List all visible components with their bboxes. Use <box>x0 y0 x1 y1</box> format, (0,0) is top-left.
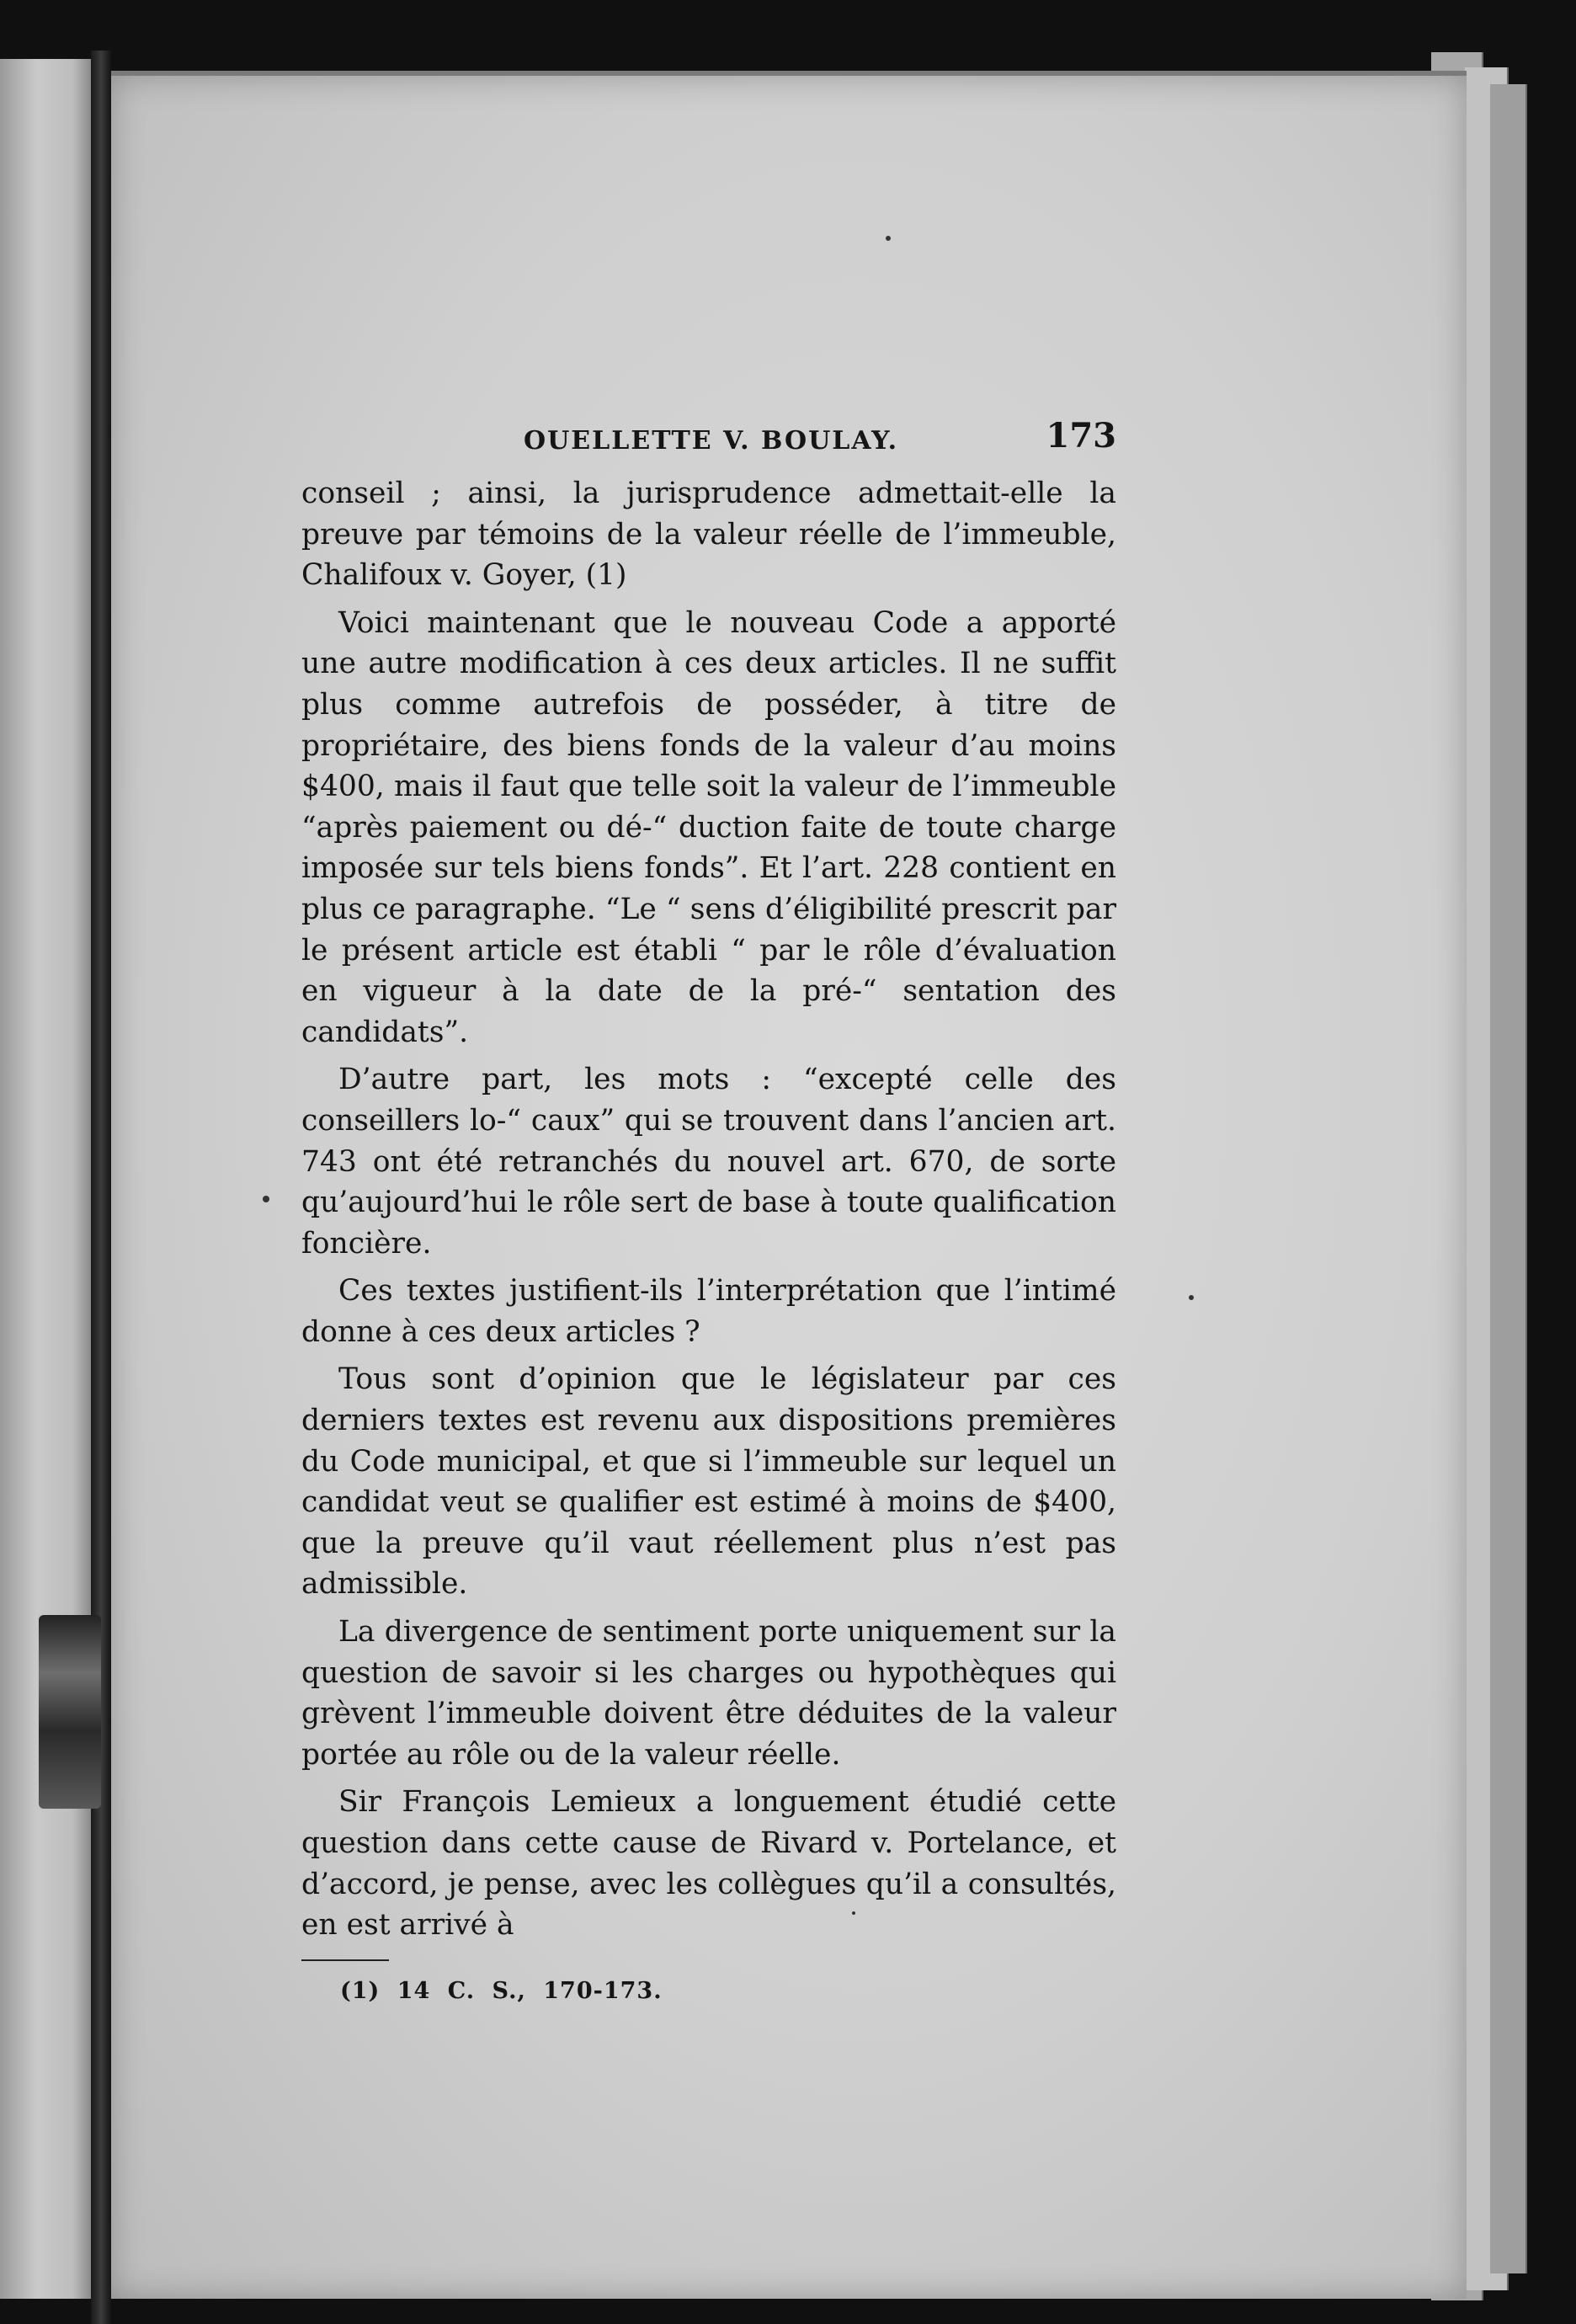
footnote-rule <box>301 1959 389 1961</box>
paragraph <box>301 603 1116 1053</box>
paragraph <box>301 1612 1116 1775</box>
paragraph-text: Voici maintenant que le nouveau Code a apporté une autre modification à ces deux articles. Il ne suffit plus comme autrefois de posséder, à titre de propriétaire, des biens fonds de la valeur d’au moins $400, mais il faut que telle soit la valeur de l’immeuble “après paiement ou dé-“ duction faite de toute charge imposée sur tels biens fonds”. Et l’art. 228 contient en plus ce paragraphe. “Le “ sens d’éligibilité prescrit par le présent article est établi “ par le rôle d’évaluation en vigueur à la date de la pré-“ sentation des candidats”. <box>301 605 1116 1049</box>
footnote <box>340 1978 1116 2004</box>
binding-tear <box>39 1615 101 1809</box>
paragraph-text: Sir François Lemieux a longuement étudié cette question dans cette cause de Rivard v. Portelance, et d’accord, je pense, avec les collègues qu’il a consultés, en est arrivé à <box>301 1785 1116 1943</box>
paper-speck <box>263 1196 269 1202</box>
body-text <box>301 473 1116 1946</box>
paragraph <box>301 1782 1116 1945</box>
page-text <box>301 414 1116 2004</box>
page-stack-edge <box>1490 84 1527 2273</box>
paragraph <box>301 1271 1116 1352</box>
paragraph-text: Ces textes justifient-ils l’interprétation que l’intimé donne à ces deux articles ? <box>301 1274 1116 1349</box>
paragraph-text: conseil ; ainsi, la jurisprudence admettait-elle la preuve par témoins de la valeur réelle de l’immeuble, Chalifoux v. Goyer, (1) <box>301 477 1116 593</box>
running-head-title: OUELLETTE V. BOULAY. <box>524 426 899 456</box>
paragraph <box>301 1059 1116 1264</box>
running-head <box>301 414 1116 465</box>
footnote-marker: (1) <box>340 1977 381 2004</box>
page-number: 173 <box>1046 416 1116 456</box>
footnote-text: 14 C. S., 170-173. <box>397 1977 663 2004</box>
book-gutter <box>91 51 111 2324</box>
left-page-edge <box>0 59 91 2299</box>
paper-speck <box>1189 1295 1194 1300</box>
paragraph <box>301 473 1116 596</box>
paragraph-text: La divergence de sentiment porte uniquement sur la question de savoir si les charges ou hypothèques qui grèvent l’immeuble doivent être déduites de la valeur portée au rôle ou de la valeur réelle. <box>301 1615 1116 1772</box>
paragraph-text: D’autre part, les mots : “excepté celle des conseillers lo-“ caux” qui se trouvent dans l’ancien art. 743 ont été retranchés du nouvel art. 670, de sorte qu’aujourd’hui le rôle sert de base à toute qualification foncière. <box>301 1063 1116 1261</box>
paper-speck <box>886 236 891 241</box>
paragraph-text: Tous sont d’opinion que le législateur par ces derniers textes est revenu aux dispositions premières du Code municipal, et que si l’immeuble sur lequel un candidat veut se qualifier est estimé à moins de $400, que la preuve qu’il vaut réellement plus n’est pas admissible. <box>301 1362 1116 1602</box>
paragraph <box>301 1359 1116 1605</box>
